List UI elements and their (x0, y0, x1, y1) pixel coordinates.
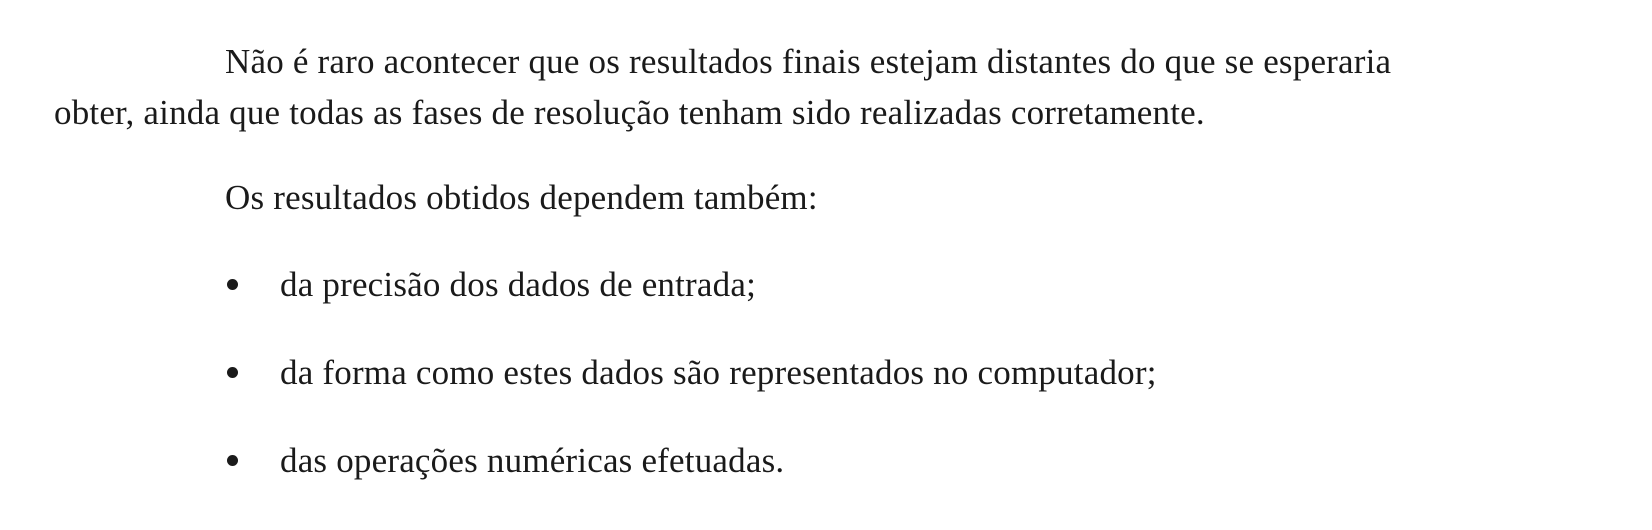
bullet-text-1: da precisão dos dados de entrada; (280, 265, 757, 304)
bullet-dot-icon (227, 367, 238, 378)
paragraph-2: Os resultados obtidos dependem também: (225, 178, 818, 217)
paragraph-1-line-2: obter, ainda que todas as fases de resolução tenham sido realizadas corretamente. (54, 93, 1205, 132)
bullet-text-3: das operações numéricas efetuadas. (280, 441, 785, 480)
paragraph-1-line-1: Não é raro acontecer que os resultados finais estejam distantes do que se esperaria (225, 42, 1392, 81)
bullet-dot-icon (227, 455, 238, 466)
bullet-dot-icon (227, 279, 238, 290)
bullet-text-2: da forma como estes dados são representados no computador; (280, 353, 1157, 392)
